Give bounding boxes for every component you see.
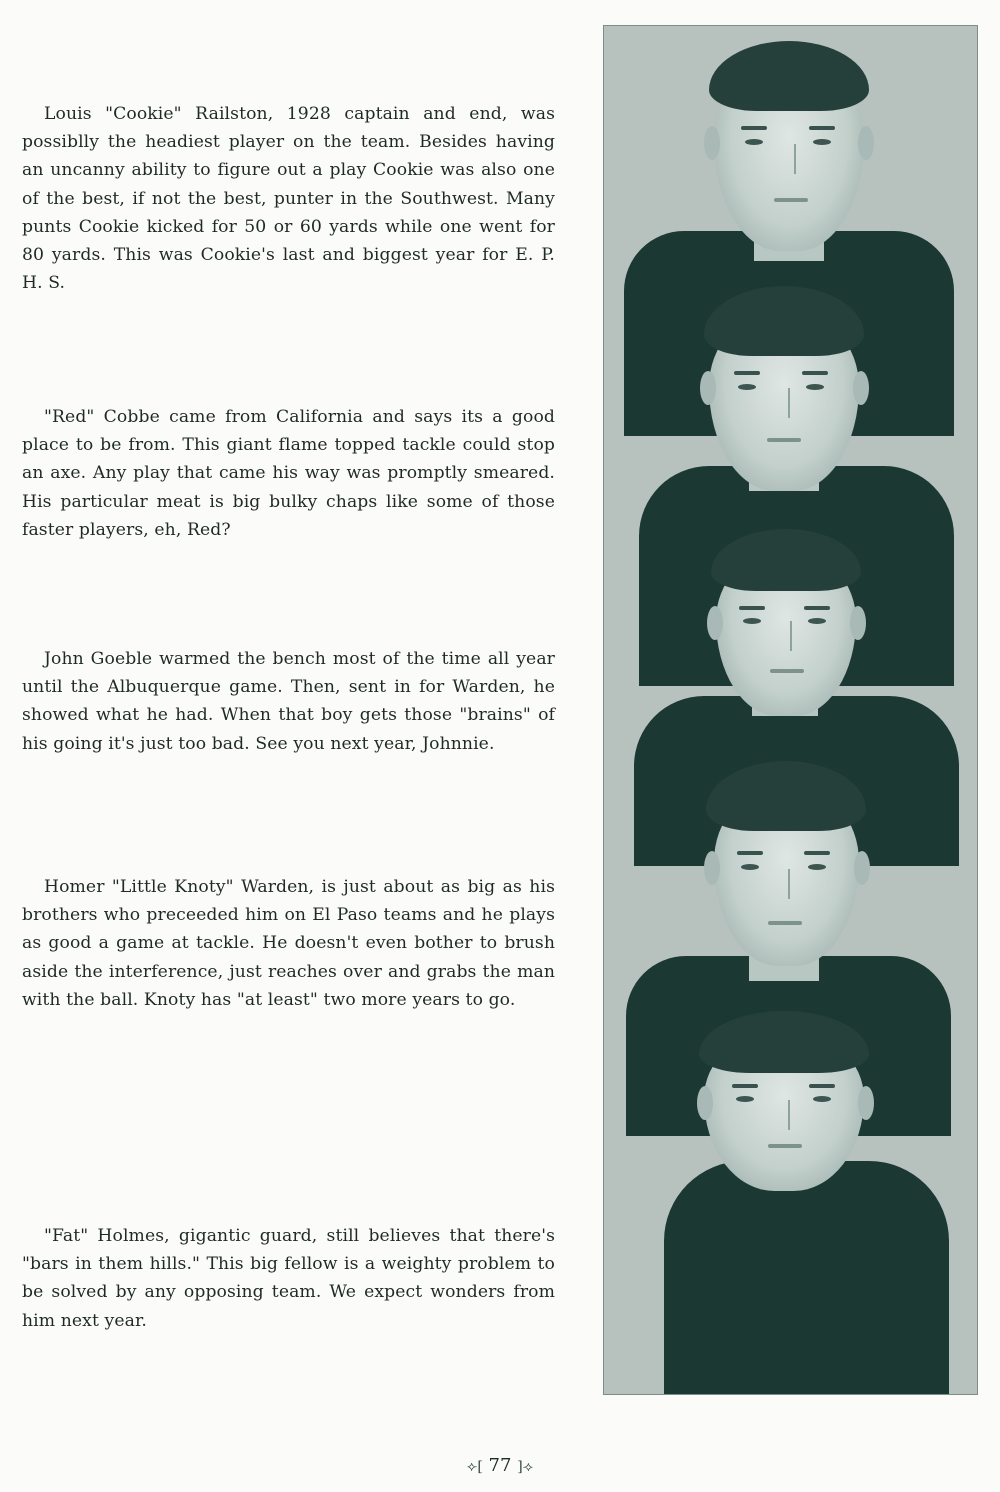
player-bio-holmes: "Fat" Holmes, gigantic guard, still believes that there's "bars in them hills." This big fellow is a weighty problem to be solved by any opposing team. We expect wonders from him next year. bbox=[22, 1226, 555, 1331]
player-bio-cobbe: "Red" Cobbe came from California and says its a good place to be from. This giant flame topped tackle could stop an axe. Any play that came his way was promptly smeared. His particular meat is big bulky chaps like some of those faster players, eh, Red? bbox=[22, 407, 555, 540]
portrait-column bbox=[603, 25, 978, 1395]
folio-left-ornament: ⟣[ bbox=[466, 1459, 483, 1475]
player-bio-goeble: John Goeble warmed the bench most of the time all year until the Albuquerque game. Then, sent in for Warden, he showed what he had. When that boy gets those "brains" of his going it's just too bad. See you next year, Johnnie. bbox=[22, 649, 555, 754]
portrait-holmes bbox=[604, 996, 977, 1394]
page-folio bbox=[0, 1455, 1000, 1476]
page-number: 77 bbox=[488, 1455, 512, 1476]
player-bio-railston: Louis "Cookie" Railston, 1928 captain and end, was possiblly the headiest player on the team. Besides having an uncanny ability to figure out a play Cookie was also one of the best, if not the best, punter in the Southwest. Many punts Cookie kicked for 50 or 60 yards while one went for 80 yards. This was Cookie's last and biggest year for E. P. H. S. bbox=[22, 104, 555, 294]
folio-right-ornament: ]⟢ bbox=[517, 1459, 534, 1475]
player-bio-warden: Homer "Little Knoty" Warden, is just about as big as his brothers who preceeded him on El Paso teams and he plays as good a game at tackle. He doesn't even bother to brush aside the interference, just reaches over and grabs the man with the ball. Knoty has "at least" two more years to go. bbox=[22, 877, 555, 1010]
